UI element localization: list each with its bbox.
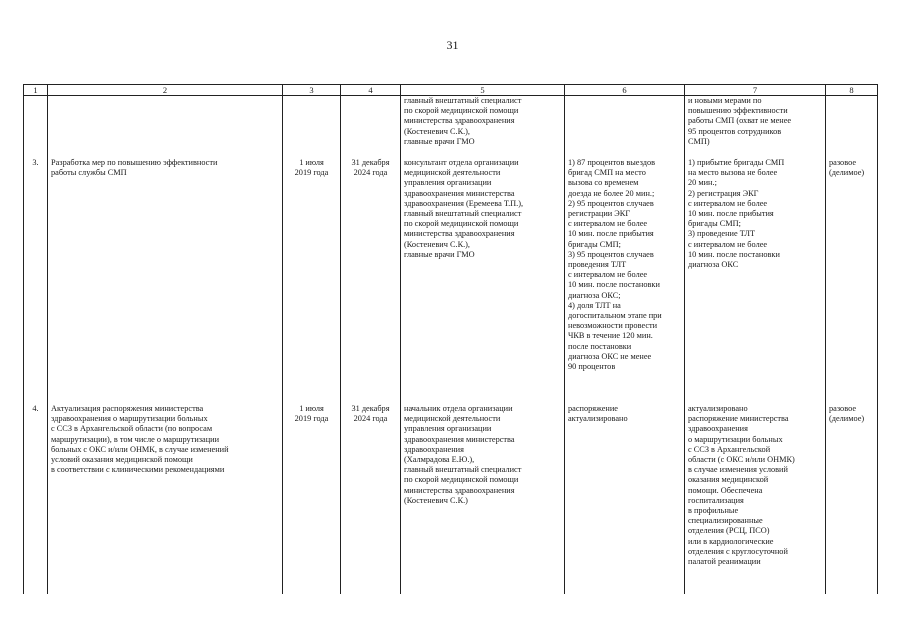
indicator-cell: актуализировано распоряжение министерства здравоохранения о маршрутизации больных с ССЗ в Архангельской области (с ОКС и/или ОНМК) в случае изменения условий оказания медицинской помощи. Обеспечена госпитализация в профильные специализированные отделения (РСЦ, ПСО) или в кардиологические отделения с круглосуточной палатой реанимации xyxy=(685,404,826,594)
table-row-continuation xyxy=(24,96,878,159)
row-number-cell: 3. xyxy=(24,158,48,404)
end-date-cell: 31 декабря 2024 года xyxy=(341,158,401,404)
start-date-cell xyxy=(283,96,341,159)
end-date-cell xyxy=(341,96,401,159)
row-number-cell xyxy=(24,96,48,159)
column-header-1: 1 xyxy=(24,85,48,96)
result-cell: распоряжение актуализировано xyxy=(565,404,685,594)
indicator-cell: 1) прибытие бригады СМП на место вызова не более 20 мин.; 2) регистрация ЭКГ с интервалом не более 10 мин. после прибытия бригады СМП; 3) проведение ТЛТ с интервалом не более 10 мин. после постановки диагноза ОКС xyxy=(685,158,826,404)
end-date-cell: 31 декабря 2024 года xyxy=(341,404,401,594)
plan-table xyxy=(23,84,878,594)
column-header-8: 8 xyxy=(826,85,878,96)
type-cell: разовое (делимое) xyxy=(826,158,878,404)
responsible-cell: главный внештатный специалист по скорой медицинской помощи министерства здравоохранения (Костеневич С.К.), главные врачи ГМО xyxy=(401,96,565,159)
result-cell xyxy=(565,96,685,159)
task-cell xyxy=(48,96,283,159)
type-cell xyxy=(826,96,878,159)
indicator-cell: и новыми мерами по повышению эффективности работы СМП (охват не менее 95 процентов сотрудников СМП) xyxy=(685,96,826,159)
type-cell: разовое (делимое) xyxy=(826,404,878,594)
row-number-cell: 4. xyxy=(24,404,48,594)
table-row-4 xyxy=(24,404,878,594)
page-number: 31 xyxy=(446,38,459,52)
column-header-2: 2 xyxy=(48,85,283,96)
responsible-cell: начальник отдела организации медицинской деятельности управления организации здравоохранения министерства здравоохранения (Халмрадова Е.Ю.), главный внештатный специалист по скорой медицинской помощи министерства здравоохранения (Костеневич С.К.) xyxy=(401,404,565,594)
result-cell: 1) 87 процентов выездов бригад СМП на место вызова со временем доезда не более 20 мин.; 2) 95 процентов случаев регистрации ЭКГ с интервалом не более 10 мин. после прибытия бригады СМП; 3) 95 процентов случаев проведения ТЛТ с интервалом не более 10 мин. после постановки диагноза ОКС; 4) доля ТЛТ на догоспитальном этапе при невозможности провести ЧКВ в течение 120 мин. после постановки диагноза ОКС не менее 90 процентов xyxy=(565,158,685,404)
task-cell: Разработка мер по повышению эффективности работы службы СМП xyxy=(48,158,283,404)
responsible-cell: консультант отдела организации медицинской деятельности управления организации здравоохранения министерства здравоохранения (Еремеева Т.П.), главный внештатный специалист по скорой медицинской помощи министерства здравоохранения (Костеневич С.К.), главные врачи ГМО xyxy=(401,158,565,404)
column-header-3: 3 xyxy=(283,85,341,96)
start-date-cell: 1 июля 2019 года xyxy=(283,158,341,404)
task-cell: Актуализация распоряжения министерства здравоохранения о маршрутизации больных с ССЗ в Архангельской области (по вопросам маршрутизации), в том числе о маршрутизации больных с ОКС и/или ОНМК, в случае изменений условий оказания медицинской помощи в соответствии с клиническими рекомендациями xyxy=(48,404,283,594)
column-header-5: 5 xyxy=(401,85,565,96)
column-number-header-row xyxy=(24,85,878,96)
table-row-3 xyxy=(24,158,878,404)
column-header-4: 4 xyxy=(341,85,401,96)
column-header-6: 6 xyxy=(565,85,685,96)
column-header-7: 7 xyxy=(685,85,826,96)
start-date-cell: 1 июля 2019 года xyxy=(283,404,341,594)
